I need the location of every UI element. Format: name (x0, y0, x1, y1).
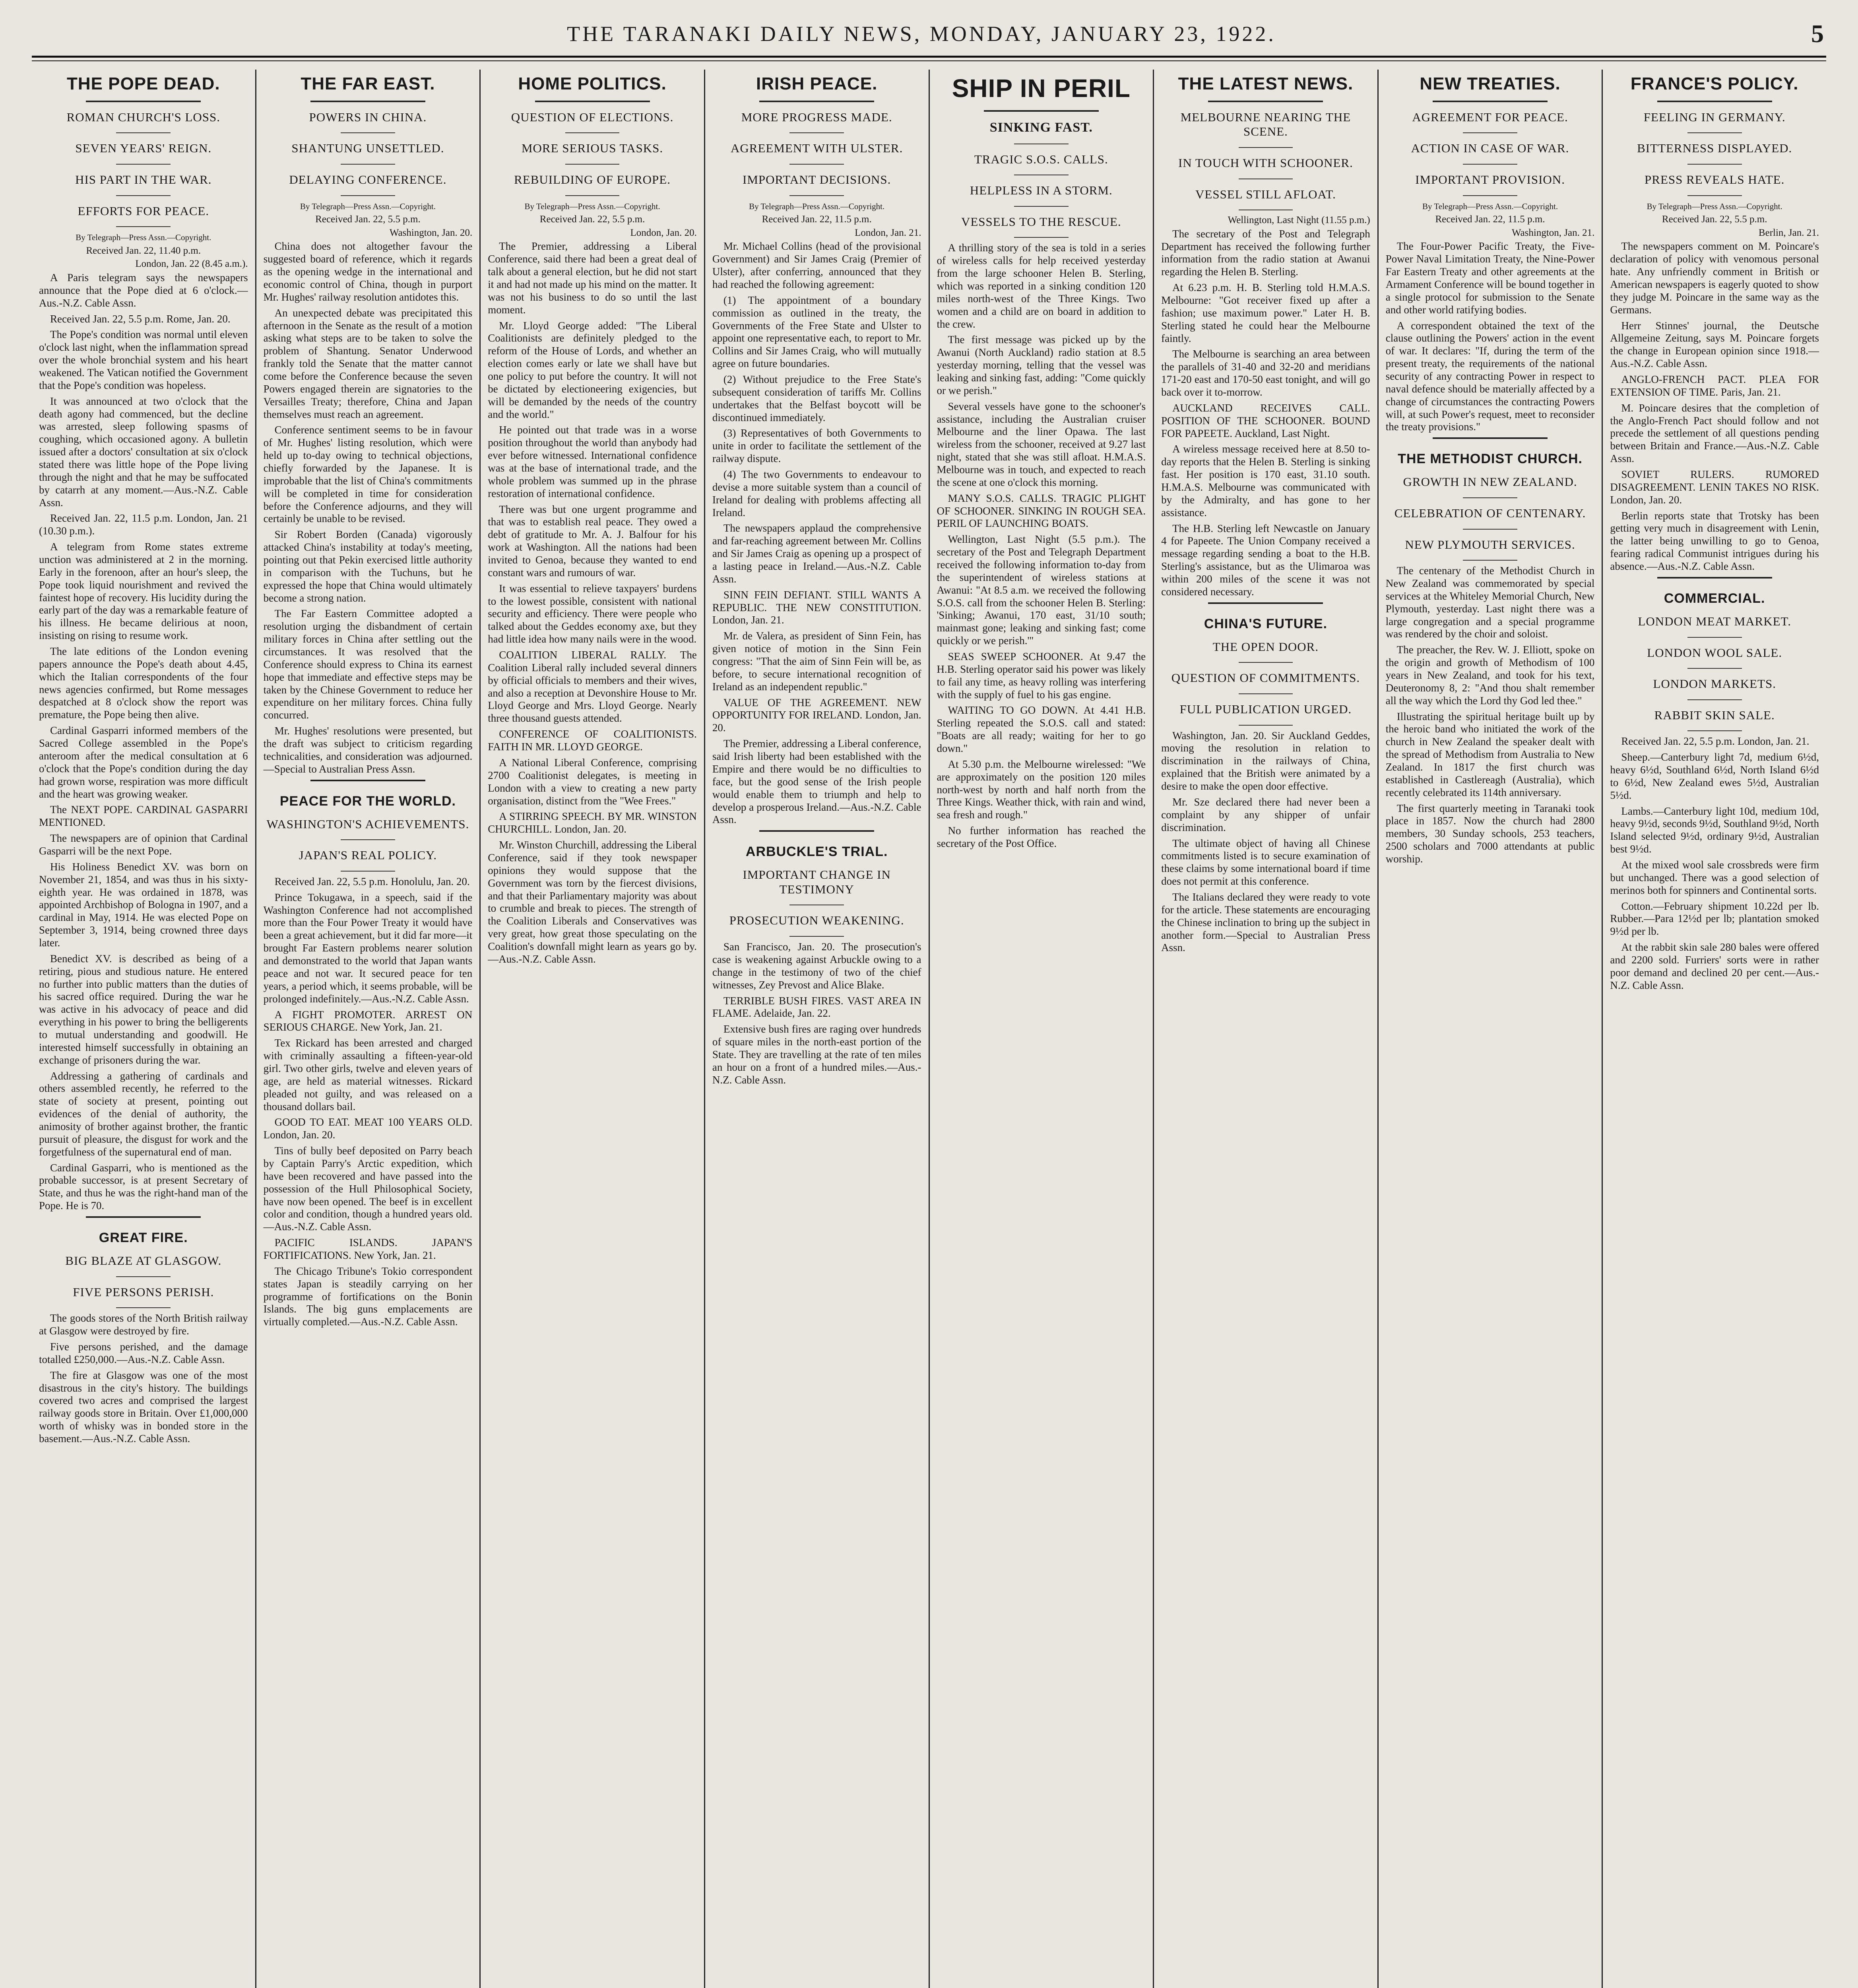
article-paragraph: Mr. Lloyd George added: "The Liberal Coalitionists are definitely pledged to the reform of the House of Lords, and whether an election comes early or late we shall have but one policy to put before the country. It will not be dictated by electioneering exigencies, but will be demanded by the needs of the country and the world." (488, 319, 697, 420)
article-paragraph: SINN FEIN DEFIANT. STILL WANTS A REPUBLIC. THE NEW CONSTITUTION. London, Jan. 21. (712, 588, 921, 626)
article-paragraph: Tex Rickard has been arrested and charged with criminally assaulting a fifteen-year-old girl. Two other girls, twelve and eleven years of age, are held as material witnesses. Rickard pleaded not guilty, and was released on a thousand dollars bail. (263, 1037, 473, 1112)
article-paragraph: The secretary of the Post and Telegraph Department has received the following further information from the radio station at Awanui regarding the Helen B. Sterling. (1161, 227, 1370, 278)
article-column (32, 70, 256, 1988)
article-deck: AGREEMENT WITH ULSTER. (731, 141, 903, 155)
article-paragraph: Cardinal Gasparri, who is mentioned as the probable successor, is at present Secretary of State, and thus he was the right-hand man of the Pope. He is 70. (39, 1161, 248, 1212)
dateline: Berlin, Jan. 21. (1758, 227, 1819, 238)
article-paragraph: Received Jan. 22, 5.5 p.m. Honolulu, Jan. 20. (274, 875, 470, 887)
sub-headline: COMMERCIAL. (1664, 590, 1765, 606)
section-rule (1657, 577, 1772, 579)
sub-headline: GREAT FIRE. (99, 1230, 188, 1245)
deck-rule (1239, 725, 1293, 726)
article-paragraph: Conference sentiment seems to be in favour of Mr. Hughes' listing resolution, which were held up to-day owing to technical objections, chiefly forwarded by the Japanese. It is improbable that the list of China's commitments will be completed in time for consideration before the Conference adjourns, and they will certainly be unable to be revised. (263, 424, 473, 525)
article-column (256, 70, 481, 1988)
article-paragraph: A thrilling story of the sea is told in a series of wireless calls for help received yesterday from the large schooner Helen B. Sterling, which was reported in a sinking condition 120 miles north-west of the Three Kings. Two women and a child are on board in addition to the crew. (937, 242, 1146, 330)
article-paragraph: It was announced at two o'clock that the death agony had commenced, but the decline was arrested, sleep following spasms of coughing, which occasioned agony. A bulletin issued after a doctors' consultation at six o'clock stated there was little hope of the Pope living through the night and that he may be suffocated by catarrh at any moment.—Aus.-N.Z. Cable Assn. (39, 395, 248, 509)
article-headline: THE FAR EAST. (301, 74, 435, 93)
article-paragraph: Received Jan. 22, 11.5 p.m. London, Jan. 21 (10.30 p.m.). (39, 512, 248, 537)
sub-deck: NEW PLYMOUTH SERVICES. (1405, 537, 1575, 551)
article-paragraph: A telegram from Rome states extreme unction was administered at 2 in the morning. Early in the forenoon, after an hour's sleep, the Pope took liquid nourishment and revived the faintest hope of recovery. His lucidity during the early part of the day was a remarkable feature of his illness. He became delirious at noon, insisting on rising to resume work. (39, 541, 248, 642)
article-paragraph: Addressing a gathering of cardinals and others assembled recently, he referred to the state of society at present, pointing out evidences of the denial of authority, the animosity of brother against brother, the frantic pursuit of pleasure, the disgust for work and the forgetfulness of the supernatural end of man. (39, 1070, 248, 1158)
article-paragraph: MANY S.O.S. CALLS. TRAGIC PLIGHT OF SCHOONER. SINKING IN ROUGH SEA. PERIL OF LAUNCHING BOATS. (937, 492, 1146, 530)
deck-rule (789, 132, 844, 133)
article-paragraph: (2) Without prejudice to the Free State's subsequent consideration of tariffs Mr. Collins undertakes that the Belfast boycott will be discontinued immediately. (712, 373, 921, 423)
deck-rule (1014, 206, 1069, 207)
article-paragraph: Mr. Michael Collins (head of the provisional Government) and Sir James Craig (Premier of Ulster), after conferring, announced that they had reached the following agreement: (712, 240, 921, 290)
article-headline: SHIP IN PERIL (952, 74, 1131, 103)
headline-rule (1433, 101, 1548, 102)
article-paragraph: At the mixed wool sale crossbreds were firm but unchanged. There was a good selection of merinos both for spinners and Continental sorts. (1610, 859, 1819, 896)
article-paragraph: A Paris telegram says the newspapers announce that the Pope died at 6 o'clock.—Aus.-N.Z. Cable Assn. (39, 271, 248, 309)
dateline: London, Jan. 21. (855, 227, 921, 238)
deck-rule (1687, 132, 1742, 133)
article-headline: THE POPE DEAD. (67, 74, 220, 93)
article-deck: FEELING IN GERMANY. (1643, 110, 1786, 124)
article-paragraph: The newspapers are of opinion that Cardinal Gasparri will be the next Pope. (39, 832, 248, 857)
article-deck: ACTION IN CASE OF WAR. (1411, 141, 1569, 155)
section-rule (1208, 602, 1323, 604)
article-paragraph: Received Jan. 22, 5.5 p.m. Rome, Jan. 20. (50, 313, 231, 325)
article-paragraph: (3) Representatives of both Governments to unite in order to facilitate the settlement of the railway dispute. (712, 427, 921, 465)
newspaper-title: THE TARANAKI DAILY NEWS, MONDAY, JANUARY 23, 1922. (567, 22, 1276, 46)
article-paragraph: The Italians declared they were ready to vote for the article. These statements are encouraging the Chinese inclination to bring up the subject in another form.—Special to Australian Press Assn. (1161, 891, 1370, 954)
sub-deck: THE OPEN DOOR. (1212, 639, 1319, 654)
article-column (481, 70, 705, 1988)
article-paragraph: (1) The appointment of a boundary commission as outlined in the treaty, the Governments of the Free State and Ulster to appoint one representative each, to report to Mr. Collins and Sir James Craig, who will mutually agree on future boundaries. (712, 294, 921, 370)
sub-deck: RABBIT SKIN SALE. (1654, 708, 1775, 722)
article-paragraph: Several vessels have gone to the schooner's assistance, including the Australian cruiser Melbourne and the liner Opawa. The last wireless from the schooner, received at 9.27 last night, stated that she was still afloat. H.M.A.S. Melbourne was in touch, and expected to reach the scene at one o'clock this morning. (937, 400, 1146, 488)
article-paragraph: Berlin reports state that Trotsky has been getting very much in disagreement with Lenin, the latter being unwilling to go to Genoa, fearing radical Communist intrigues during his absence.—Aus.-N.Z. Cable Assn. (1610, 509, 1819, 573)
masthead-rule-thin (32, 60, 1826, 61)
article-byline: By Telegraph—Press Assn.—Copyright. (1647, 201, 1782, 211)
article-deck: DELAYING CONFERENCE. (289, 173, 447, 187)
article-paragraph: The Melbourne is searching an area between the parallels of 31-40 and 32-20 and meridians 171-20 east and 170-50 east tonight, and will go back over it to-morrow. (1161, 348, 1370, 398)
article-paragraph: Sheep.—Canterbury light 7d, medium 6½d, heavy 6½d, Southland 6½d, North Island 6½d to 6½d, New Zealand ewes 5½d, Australian 5½d. (1610, 751, 1819, 801)
deck-rule (341, 164, 395, 165)
article-deck: IMPORTANT DECISIONS. (743, 173, 891, 187)
article-paragraph: There was but one urgent programme and that was to establish real peace. They owed a debt of gratitude to Mr. A. J. Balfour for his work at Washington. All the nations had been invited to Genoa, because they wanted to end constant wars and rumours of war. (488, 503, 697, 579)
article-paragraph: At 6.23 p.m. H. B. Sterling told H.M.A.S. Melbourne: "Got receiver fixed up after a fashion; use maximum power." Later H. B. Sterling stated he could hear the Melbourne faintly. (1161, 282, 1370, 344)
dateline: London, Jan. 20. (630, 227, 697, 238)
article-paragraph: The ultimate object of having all Chinese commitments listed is to secure examination of these claims by some international board if time does not permit at this conference. (1161, 837, 1370, 887)
masthead (32, 16, 1826, 52)
article-paragraph: The NEXT POPE. CARDINAL GASPARRI MENTIONED. (39, 804, 248, 829)
deck-rule (789, 164, 844, 165)
article-paragraph: Tins of bully beef deposited on Parry beach by Captain Parry's Arctic expedition, which have been recovered and have passed into the possession of the Hull Philosophical Society, have now been opened. The beef is in excellent color and condition, though a hundred years old.—Aus.-N.Z. Cable Assn. (263, 1145, 473, 1233)
article-paragraph: (4) The two Governments to endeavour to devise a more suitable system than a council of Ireland for dealing with problems affecting all Ireland. (712, 468, 921, 518)
article-paragraph: The goods stores of the North British railway at Glasgow were destroyed by fire. (39, 1312, 248, 1337)
deck-rule (116, 164, 171, 165)
headline-rule (759, 101, 874, 102)
article-paragraph: Sir Robert Borden (Canada) vigorously attacked China's instability at today's meeting, pointing out that Pekin exercised little authority in comparison with the Tuchuns, but he expressed the hope that China would ultimately become a strong nation. (263, 528, 473, 604)
article-paragraph: Received Jan. 22, 5.5 p.m. London, Jan. 21. (1621, 735, 1810, 747)
article-paragraph: A wireless message received here at 8.50 to-day reports that the Helen B. Sterling is sinking fast. Her position is 170 east, 31.10 south. H.M.A.S. Melbourne was communicated with by the Admiralty, and has gone to her assistance. (1161, 443, 1370, 518)
deck-rule (1239, 693, 1293, 694)
article-deck: SINKING FAST. (989, 120, 1093, 135)
sub-deck: LONDON WOOL SALE. (1647, 645, 1782, 660)
deck-rule (1463, 164, 1517, 165)
sub-deck: PROSECUTION WEAKENING. (729, 913, 904, 928)
deck-rule (565, 164, 620, 165)
article-column (1379, 70, 1603, 1988)
sub-headline: CHINA'S FUTURE. (1204, 616, 1328, 631)
article-column (1154, 70, 1379, 1988)
sub-deck: LONDON MEAT MARKET. (1638, 614, 1791, 628)
received-line: Received Jan. 22, 5.5 p.m. (539, 214, 645, 225)
article-paragraph: Cardinal Gasparri informed members of the Sacred College assembled in the Pope's anteroom after the medical consultation at 6 o'clock that the Pope's condition during the day had grown worse, respiration was more difficult and the heart was growing weaker. (39, 724, 248, 800)
article-paragraph: Herr Stinnes' journal, the Deutsche Allgemeine Zeitung, says M. Poincare forgets the change in European opinion since 1918.—Aus.-N.Z. Cable Assn. (1610, 319, 1819, 370)
article-paragraph: Mr. Winston Churchill, addressing the Liberal Conference, said if they took newspaper opinions they would suppose that the Government was torn by the fiercest divisions, and that their Parliamentary majority was about to crumble and break to pieces. The strength of the Coalition Liberals and Conservatives was very great, how great those speculating on the Coalition's downfall might learn as years go by.—Aus.-N.Z. Cable Assn. (488, 839, 697, 965)
article-paragraph: COALITION LIBERAL RALLY. The Coalition Liberal rally included several dinners by official officials to members and their wives, and also a reception at Devonshire House to Mr. Lloyd George and Mrs. Lloyd George. Nearly three thousand guests attended. (488, 649, 697, 724)
article-deck: IMPORTANT PROVISION. (1415, 173, 1565, 187)
article-deck: HELPLESS IN A STORM. (970, 183, 1113, 198)
article-column (930, 70, 1154, 1988)
article-headline: NEW TREATIES. (1420, 74, 1561, 93)
sub-headline: ARBUCKLE'S TRIAL. (745, 844, 888, 860)
page-number: 5 (1811, 19, 1826, 48)
received-line: Received Jan. 22, 11.40 p.m. (86, 245, 201, 256)
headline-rule (535, 101, 650, 102)
article-paragraph: Illustrating the spiritual heritage built up by the heroic band who initiated the work of the church in New Zealand the speaker dealt with the spread of Methodism from Australia to New Zealand. In 1817 the first church was established in Castlereagh (Australia), which recently celebrated its 114th anniversary. (1385, 710, 1595, 798)
received-line: Received Jan. 22, 5.5 p.m. (1662, 214, 1767, 225)
deck-rule (789, 936, 844, 937)
article-paragraph: His Holiness Benedict XV. was born on November 21, 1854, and was thus in his sixty-eighth year. He was ordained in 1878, was appointed Archbishop of Bologna in 1907, and a cardinal in May, 1914. He was elected Pope on September 3, 1914, being crowned three days later. (39, 860, 248, 949)
article-paragraph: WAITING TO GO DOWN. At 4.41 H.B. Sterling repeated the S.O.S. call and stated: "Boats are all ready; waiting for her to go down." (937, 704, 1146, 755)
sub-headline: PEACE FOR THE WORLD. (279, 793, 456, 809)
article-paragraph: A National Liberal Conference, comprising 2700 Coalitionist delegates, is meeting in London with a view to creating a new party organisation, distinct from the "Wee Frees." (488, 756, 697, 807)
article-paragraph: The newspapers comment on M. Poincare's declaration of policy with venomous personal hate. Any unfriendly comment in British or American newspapers is eagerly quoted to show they judge M. Poincare in the same way as the Germans. (1610, 240, 1819, 316)
article-byline: By Telegraph—Press Assn.—Copyright. (1422, 201, 1558, 211)
article-deck: AGREEMENT FOR PEACE. (1412, 110, 1568, 124)
article-paragraph: An unexpected debate was precipitated this afternoon in the Senate as the result of a motion asking what steps are to be taken to solve the problem of Shantung. Senator Underwood frankly told the Senate that the matter cannot come before the Conference because the seven Powers engaged therein are signatories to the Versailles Treaty; therefore, China and Japan themselves must reach an agreement. (263, 307, 473, 420)
article-deck: QUESTION OF ELECTIONS. (511, 110, 674, 124)
article-column (1603, 70, 1826, 1988)
headline-rule (984, 110, 1099, 112)
article-deck: POWERS IN CHINA. (309, 110, 427, 124)
article-deck: MORE PROGRESS MADE. (741, 110, 892, 124)
deck-rule (1687, 637, 1742, 638)
article-paragraph: Mr. Hughes' resolutions were presented, but the draft was subject to criticism regarding technicalities, and consideration was adjourned.—Special to Australian Press Assn. (263, 725, 473, 775)
sub-deck: GROWTH IN NEW ZEALAND. (1403, 475, 1577, 489)
article-paragraph: Mr. Sze declared there had never been a complaint by any shipper of unfair discrimination. (1161, 796, 1370, 833)
article-deck: REBUILDING OF EUROPE. (514, 173, 671, 187)
section-rule (1433, 437, 1548, 439)
deck-rule (565, 132, 620, 133)
article-paragraph: A correspondent obtained the text of the clause outlining the Powers' action in the event of war. It declares: "If, during the term of the present treaty, the requirements of the national security of any contracting Power in respect to naval defence should be materially affected by a change of circumstances the contracting Powers will, at such Power's request, meet to reconsider the treaty provisions." (1385, 319, 1595, 433)
headline-rule (86, 101, 201, 102)
article-deck: VESSEL STILL AFLOAT. (1195, 187, 1336, 201)
sub-deck: CELEBRATION OF CENTENARY. (1394, 506, 1586, 520)
article-byline: By Telegraph—Press Assn.—Copyright. (749, 201, 885, 211)
article-paragraph: The Four-Power Pacific Treaty, the Five-Power Naval Limitation Treaty, the Nine-Power Far Eastern Treaty and other agreements at the Armament Conference will be bound together in a single protocol for submission to the Senate and other world ratifying bodies. (1385, 240, 1595, 316)
deck-rule (1463, 560, 1517, 561)
article-paragraph: No further information has reached the secretary of the Post Office. (937, 825, 1146, 850)
deck-rule (116, 1307, 171, 1308)
article-paragraph: Prince Tokugawa, in a speech, said if the Washington Conference had not accomplished more than the Four Power Treaty it would have been a great achievement, but it did far more—it brought Far Eastern problems nearer solution and demonstrated to the world that Japan wants peace and not war. It secured peace for ten years, a period which, it seems probable, will be prolonged indefinitely.—Aus.-N.Z. Cable Assn. (263, 891, 473, 1005)
deck-rule (1687, 195, 1742, 196)
received-line: Received Jan. 22, 5.5 p.m. (315, 214, 421, 225)
sub-deck: FIVE PERSONS PERISH. (73, 1285, 214, 1299)
article-deck: MELBOURNE NEARING THE SCENE. (1180, 110, 1351, 139)
sub-deck: LONDON MARKETS. (1653, 677, 1776, 691)
article-paragraph: The centenary of the Methodist Church in New Zealand was commemorated by special services at the Whiteley Memorial Church, New Plymouth, yesterday. Last night there was a large congregation and a special programme was rendered by the choir and soloist. (1385, 565, 1595, 640)
article-headline: THE LATEST NEWS. (1178, 74, 1354, 93)
article-deck: HIS PART IN THE WAR. (75, 173, 212, 187)
section-rule (759, 830, 874, 832)
deck-rule (1014, 237, 1069, 238)
sub-deck: JAPAN'S REAL POLICY. (299, 848, 437, 862)
article-paragraph: Lambs.—Canterbury light 10d, medium 10d, heavy 9½d, seconds 9½d, Southland 9½d, North Island selected 9½d, ordinary 9½d, Australian best 9½d. (1610, 805, 1819, 855)
sub-deck: IMPORTANT CHANGE IN TESTIMONY (743, 868, 891, 896)
article-deck: TRAGIC S.O.S. CALLS. (974, 152, 1108, 166)
dateline: London, Jan. 22 (8.45 a.m.). (135, 258, 248, 270)
article-headline: IRISH PEACE. (756, 74, 878, 93)
deck-rule (1687, 730, 1742, 731)
article-deck: MORE SERIOUS TASKS. (521, 141, 663, 155)
deck-rule (1687, 699, 1742, 700)
section-rule (86, 1216, 201, 1218)
article-paragraph: He pointed out that trade was in a worse position throughout the world than anybody had ever before witnessed. International confidence was at the base of international trade, and the whole problem was summed up in the phrase restoration of international confidence. (488, 424, 697, 499)
article-paragraph: The late editions of the London evening papers announce the Pope's death about 4.45, which the Italian correspondents of the four news agencies confirmed, but Rome messages despatched at 8 o'clock show the report was premature, the Pope being then alive. (39, 645, 248, 721)
deck-rule (116, 132, 171, 133)
article-paragraph: Cotton.—February shipment 10.22d per lb. Rubber.—Para 12½d per lb; plantation smoked 9½d per lb. (1610, 900, 1819, 938)
deck-rule (341, 195, 395, 196)
article-byline: By Telegraph—Press Assn.—Copyright. (524, 201, 660, 211)
article-deck: SEVEN YEARS' REIGN. (75, 141, 212, 155)
article-paragraph: Washington, Jan. 20. Sir Auckland Geddes, moving the resolution in relation to discrimination in the railways of China, explained that the British were animated by a desire to make the open door effective. (1161, 729, 1370, 792)
article-paragraph: At the rabbit skin sale 280 bales were offered and 2200 sold. Furriers' sorts were in rather poor demand and declined 20 per cent.—Aus.-N.Z. Cable Assn. (1610, 941, 1819, 991)
deck-rule (116, 1276, 171, 1277)
headline-rule (1208, 101, 1323, 102)
deck-rule (1463, 132, 1517, 133)
article-byline: By Telegraph—Press Assn.—Copyright. (300, 201, 436, 211)
article-paragraph: It was essential to relieve taxpayers' burdens to the lowest possible, consistent with national security and efficiency. There were people who talked about the Geddes economy axe, but they had little idea how many nails were in the wood. (488, 582, 697, 645)
article-deck: ROMAN CHURCH'S LOSS. (66, 110, 221, 124)
article-paragraph: China does not altogether favour the suggested board of reference, which it regards as the opening wedge in the international and economic control of China, though in purport Mr. Hughes' railway resolution antidotes this. (263, 240, 473, 303)
article-deck: IN TOUCH WITH SCHOONER. (1178, 156, 1353, 170)
article-paragraph: The Chicago Tribune's Tokio correspondent states Japan is steadily carrying on her programme of fortifications on the Bonin Islands. The big guns emplacements are virtually completed.—Aus.-N.Z. Cable Assn. (263, 1265, 473, 1328)
article-paragraph: A FIGHT PROMOTER. ARREST ON SERIOUS CHARGE. New York, Jan. 21. (263, 1008, 473, 1033)
article-paragraph: CONFERENCE OF COALITIONISTS. FAITH IN MR. LLOYD GEORGE. (488, 728, 697, 753)
article-paragraph: San Francisco, Jan. 20. The prosecution's case is weakening against Arbuckle owing to a change in the testimony of two of the chief witnesses, Zey Prevost and Alice Blake. (712, 941, 921, 991)
deck-rule (1687, 668, 1742, 669)
sub-deck: QUESTION OF COMMITMENTS. (1171, 671, 1360, 685)
deck-rule (1239, 147, 1293, 148)
deck-rule (1687, 164, 1742, 165)
article-paragraph: At 5.30 p.m. the Melbourne wirelessed: "We are approximately on the position 120 miles north-west by north and half north from the Three Kings. Weather thick, with rain and wind, sea fresh and rough." (937, 758, 1146, 821)
article-paragraph: The Pope's condition was normal until eleven o'clock last night, when the inflammation spread over the whole bronchial system and his heart weakened. The Vatican notified the Government that the Pope's condition was hopeless. (39, 328, 248, 391)
article-deck: VESSELS TO THE RESCUE. (961, 214, 1121, 229)
dateline: Washington, Jan. 21. (1511, 227, 1595, 238)
deck-rule (1239, 662, 1293, 663)
article-paragraph: A STIRRING SPEECH. BY MR. WINSTON CHURCHILL. London, Jan. 20. (488, 810, 697, 835)
article-paragraph: Benedict XV. is described as being of a retiring, pious and studious nature. He entered no further into public matters than the duties of his sacred office required. During the war he was active in his advocacy of peace and did everything in his power to bring the belligerents to mutual understanding and goodwill. He interested himself successfully in obtaining an exchange of prisoners during the war. (39, 952, 248, 1066)
article-column (705, 70, 930, 1988)
article-paragraph: TERRIBLE BUSH FIRES. VAST AREA IN FLAME. Adelaide, Jan. 22. (712, 994, 921, 1019)
deck-rule (116, 226, 171, 227)
article-paragraph: SOVIET RULERS. RUMORED DISAGREEMENT. LENIN TAKES NO RISK. London, Jan. 20. (1610, 468, 1819, 506)
article-paragraph: AUCKLAND RECEIVES CALL. POSITION OF THE SCHOONER. BOUND FOR PAPEETE. Auckland, Last Night. (1161, 402, 1370, 439)
deck-rule (1463, 195, 1517, 196)
article-paragraph: Extensive bush fires are raging over hundreds of square miles in the north-east portion of the State. They are travelling at the rate of ten miles an hour on a front of a hundred miles.—Aus.-N.Z. Cable Assn. (712, 1023, 921, 1086)
article-paragraph: ANGLO-FRENCH PACT. PLEA FOR EXTENSION OF TIME. Paris, Jan. 21. (1610, 373, 1819, 398)
dateline: Wellington, Last Night (11.55 p.m.) (1228, 215, 1370, 226)
article-paragraph: GOOD TO EAT. MEAT 100 YEARS OLD. London, Jan. 20. (263, 1116, 473, 1141)
article-deck: PRESS REVEALS HATE. (1645, 173, 1785, 187)
article-paragraph: The Premier, addressing a Liberal Conference, said there had been a great deal of talk about a general election, but he did not start it and had not made up his mind on the matter. It was not his business to do so until the last moment. (488, 240, 697, 316)
deck-rule (789, 195, 844, 196)
deck-rule (341, 871, 395, 872)
article-deck: BITTERNESS DISPLAYED. (1637, 141, 1792, 155)
article-paragraph: The preacher, the Rev. W. J. Elliott, spoke on the origin and growth of Methodism of 100 years in New Zealand, and took for his text, Deuteronomy 8, 2: "And thou shalt remember all the way which the Lord thy God led thee." (1385, 644, 1595, 707)
article-paragraph: Five persons perished, and the damage totalled £250,000.—Aus.-N.Z. Cable Assn. (39, 1340, 248, 1365)
article-paragraph: The Premier, addressing a Liberal conference, said Irish liberty had been established with the Empire and there would be no difficulties to face, but the good sense of the Irish people would enable them to triumph and help to develop a prosperous Ireland.—Aus.-N.Z. Cable Assn. (712, 738, 921, 826)
article-paragraph: The first message was picked up by the Awanui (North Auckland) radio station at 8.5 yesterday morning, telling that the vessel was leaking and sinking fast, adding: "Come quickly or we perish." (937, 334, 1146, 396)
headline-rule (310, 101, 425, 102)
article-paragraph: PACIFIC ISLANDS. JAPAN'S FORTIFICATIONS. New York, Jan. 21. (263, 1237, 473, 1261)
dateline: Washington, Jan. 20. (389, 227, 473, 238)
deck-rule (341, 132, 395, 133)
article-paragraph: SEAS SWEEP SCHOONER. At 9.47 the H.B. Sterling operator said his power was likely to fail any time, as heavy rolling was interfering with the supply of fuel to his gas engine. (937, 650, 1146, 701)
article-paragraph: The first quarterly meeting in Taranaki took place in 1857. Now the church had 2800 members, 30 Sunday schools, 253 teachers, 2500 scholars and 7000 attendants at public worship. (1385, 802, 1595, 865)
received-line: Received Jan. 22, 11.5 p.m. (1435, 214, 1545, 225)
article-paragraph: The Far Eastern Committee adopted a resolution urging the disbandment of certain military forces in China after settling out the circumstances. It was resolved that the Conference should express to China its earnest hope that immediate and effective steps may be taken by the Chinese Government to reduce her expenditure on her military forces. China fully concurred. (263, 608, 473, 721)
masthead-rule (32, 56, 1826, 58)
article-deck: SHANTUNG UNSETTLED. (291, 141, 444, 155)
article-headline: FRANCE'S POLICY. (1630, 74, 1799, 93)
article-paragraph: Wellington, Last Night (5.5 p.m.). The secretary of the Post and Telegraph Department received the following information to-day from the superintendent of wireless stations at Awanui: "At 8.5 a.m. we received the following S.O.S. call from the schooner Helen B. Sterling: 'Sinking; Awanui, 170 east, 31/10 south; mainmast gone; leaking and sinking fast; come quickly or we perish.'" (937, 533, 1146, 647)
deck-rule (565, 195, 620, 196)
deck-rule (1463, 497, 1517, 498)
sub-deck: WASHINGTON'S ACHIEVEMENTS. (266, 817, 469, 831)
article-paragraph: M. Poincare desires that the completion of the Anglo-French Pact should follow and not precede the settlement of all questions pending between Britain and France.—Aus.-N.Z. Cable Assn. (1610, 402, 1819, 465)
article-paragraph: The newspapers applaud the comprehensive and far-reaching agreement between Mr. Collins and Sir James Craig as opening up a prospect of a lasting peace in Ireland.—Aus.-N.Z. Cable Assn. (712, 522, 921, 585)
sub-deck: FULL PUBLICATION URGED. (1179, 702, 1352, 716)
article-byline: By Telegraph—Press Assn.—Copyright. (76, 233, 211, 243)
article-deck: EFFORTS FOR PEACE. (78, 204, 209, 218)
sub-headline: THE METHODIST CHURCH. (1398, 451, 1583, 467)
section-rule (310, 780, 425, 781)
deck-rule (341, 839, 395, 840)
headline-rule (1657, 101, 1772, 102)
deck-rule (1463, 529, 1517, 530)
article-headline: HOME POLITICS. (518, 74, 667, 93)
article-paragraph: VALUE OF THE AGREEMENT. NEW OPPORTUNITY FOR IRELAND. London, Jan. 20. (712, 696, 921, 734)
article-paragraph: The fire at Glasgow was one of the most disastrous in the city's history. The buildings covered two acres and comprised the largest railway goods store in Britain. Over £1,000,000 worth of whisky was in bonded store in the basement.—Aus.-N.Z. Cable Assn. (39, 1369, 248, 1444)
deck-rule (116, 195, 171, 196)
newspaper-columns (32, 70, 1826, 1988)
sub-deck: BIG BLAZE AT GLASGOW. (65, 1254, 222, 1268)
received-line: Received Jan. 22, 11.5 p.m. (762, 214, 872, 225)
article-paragraph: The H.B. Sterling left Newcastle on January 4 for Papeete. The Union Company received a message regarding sending a boat to the H.B. Sterling's assistance, but as the Ulimaroa was within 200 miles of the scene it was not considered necessary. (1161, 522, 1370, 598)
article-paragraph: Mr. de Valera, as president of Sinn Fein, has given notice of motion in the Sinn Fein congress: "That the aim of Sinn Fein will be, as before, to secure international recognition of Ireland as an independent republic." (712, 630, 921, 693)
